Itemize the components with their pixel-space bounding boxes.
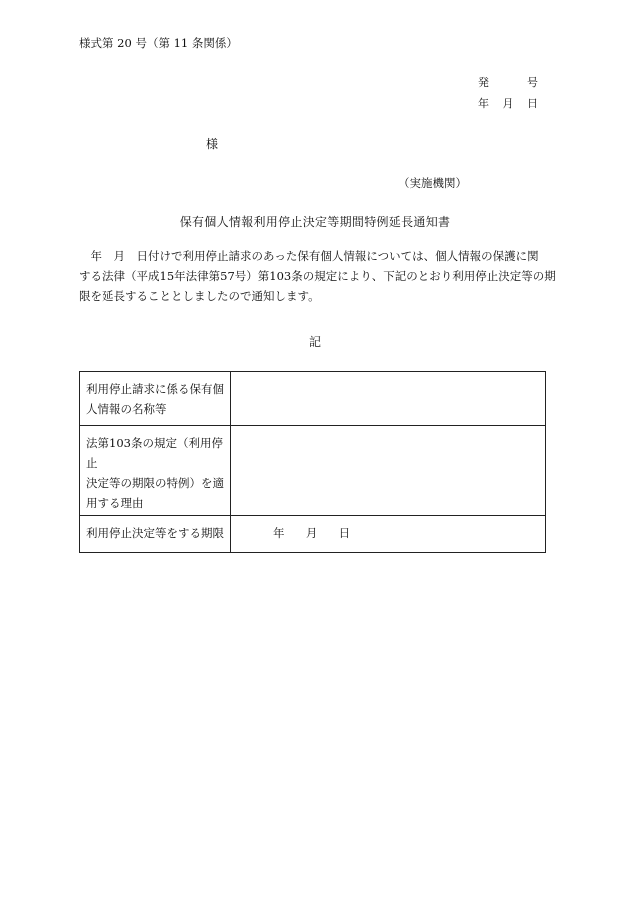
row-value-name <box>231 372 546 426</box>
deadline-year: 年 <box>273 526 285 540</box>
body-line-2: する法律（平成15年法律第57号）第103条の規定により、下記のとおり利用停止決定等の期 <box>79 269 556 283</box>
issue-number-suffix: 号 <box>527 76 538 89</box>
issue-number <box>478 74 538 90</box>
row-value-reason <box>231 426 546 516</box>
deadline-date <box>237 523 539 543</box>
table-row <box>80 426 546 516</box>
row-label-line: 法第103条の規定（利用停止 <box>86 436 223 470</box>
row-label-line: 用する理由 <box>86 496 144 510</box>
issue-date <box>478 95 538 111</box>
issue-number-prefix: 発 <box>478 76 489 89</box>
issue-date-day: 日 <box>527 97 538 110</box>
issue-date-year: 年 <box>478 97 489 110</box>
deadline-day: 日 <box>338 526 351 540</box>
body-line-3: 限を延長することとしましたので通知します。 <box>79 289 320 303</box>
row-label-line: 利用停止決定等をする期限 <box>86 526 224 540</box>
row-label-name <box>80 372 231 426</box>
addressee-honorific: 様 <box>206 137 219 151</box>
document-title: 保有個人情報利用停止決定等期間特例延長通知書 <box>179 215 451 229</box>
detail-table <box>79 371 546 553</box>
row-label-deadline <box>80 516 231 553</box>
ki-heading: 記 <box>308 335 321 349</box>
row-value-deadline <box>231 516 546 553</box>
deadline-month: 月 <box>305 526 318 540</box>
row-label-line: 決定等の期限の特例）を適 <box>86 476 224 490</box>
body-text <box>79 246 556 306</box>
body-line-1: 年 月 日付けで利用停止請求のあった保有個人情報については、個人情報の保護に関 <box>79 249 539 263</box>
agency-label: （実施機関） <box>398 176 467 190</box>
row-label-line: 人情報の名称等 <box>86 402 167 416</box>
table-row <box>80 372 546 426</box>
form-number: 様式第 20 号（第 11 条関係） <box>79 36 238 50</box>
issue-date-month: 月 <box>502 97 514 110</box>
row-label-line: 利用停止請求に係る保有個 <box>86 382 224 396</box>
table-row <box>80 516 546 553</box>
row-label-reason <box>80 426 231 516</box>
